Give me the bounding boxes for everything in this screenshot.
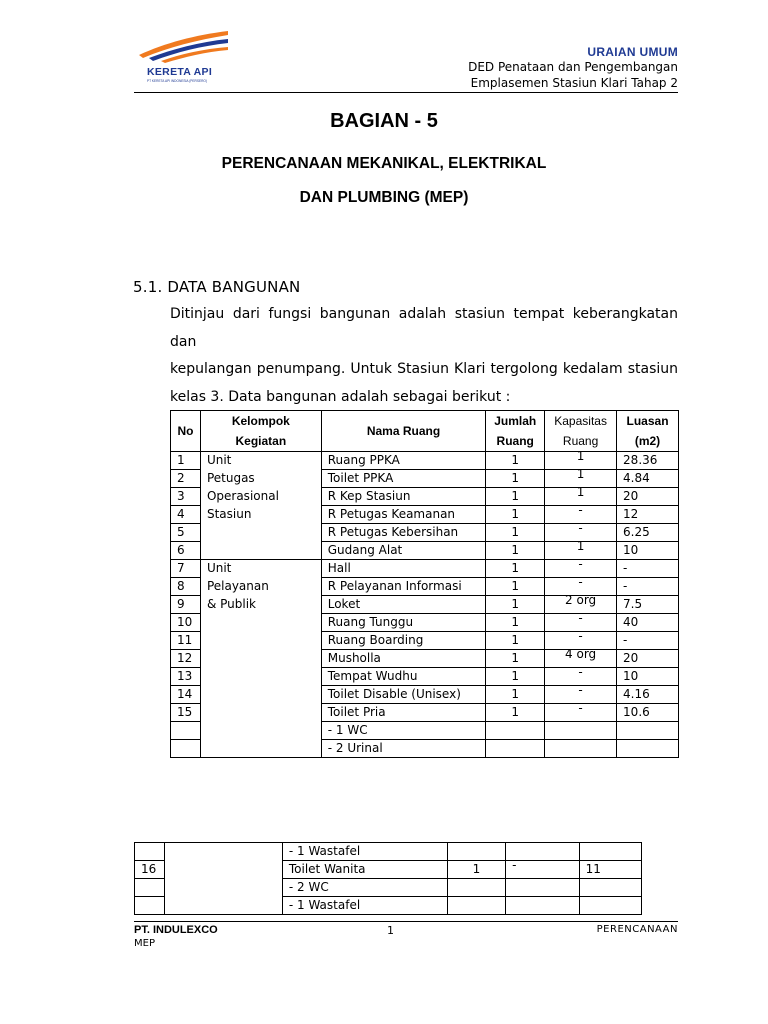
cell-no: 3 [171, 488, 201, 506]
cell-no [135, 879, 165, 897]
table-row [171, 650, 679, 668]
cell-kelompok [165, 879, 283, 897]
cell-no: 14 [171, 686, 201, 704]
cell-nama: R Pelayanan Informasi [321, 578, 486, 596]
cell-luasan: 12 [617, 506, 679, 524]
header-kelompok-line2: Kegiatan [235, 434, 287, 448]
cell-no [171, 740, 201, 758]
table-row [171, 560, 679, 578]
cell-no: 13 [171, 668, 201, 686]
cell-jumlah: 1 [486, 596, 545, 614]
cell-kelompok [200, 632, 321, 650]
cell-no: 16 [135, 861, 165, 879]
cell-kapasitas [506, 879, 579, 897]
cell-kapasitas [506, 897, 579, 915]
cell-nama: Tempat Wudhu [321, 668, 486, 686]
header-luasan-line1: Luasan [626, 414, 669, 428]
cell-nama: Toilet Pria [321, 704, 486, 722]
header-project-line1: DED Penataan dan Pengembangan [468, 60, 678, 74]
table-row [171, 542, 679, 560]
cell-kelompok [165, 843, 283, 861]
section-title: 5.1. DATA BANGUNAN [133, 278, 301, 296]
kapasitas-value: - [578, 611, 583, 625]
logo-text: KERETA API [147, 66, 213, 78]
cell-jumlah: 1 [486, 686, 545, 704]
cell-nama: - 1 WC [321, 722, 486, 740]
cell-nama: - 1 Wastafel [282, 843, 447, 861]
cell-no: 4 [171, 506, 201, 524]
cell-kelompok [200, 668, 321, 686]
cell-jumlah: 1 [486, 470, 545, 488]
kapasitas-value: - [578, 521, 583, 535]
header-kelompok-line1: Kelompok [231, 414, 290, 428]
cell-kapasitas [545, 722, 617, 740]
cell-no: 2 [171, 470, 201, 488]
cell-kapasitas [506, 858, 579, 879]
cell-luasan [617, 722, 679, 740]
table-row [135, 897, 642, 915]
cell-kelompok: Petugas [200, 470, 321, 488]
chapter-subtitle-line2: DAN PLUMBING (MEP) [299, 189, 469, 206]
table-row [171, 470, 679, 488]
header-title: URAIAN UMUM [587, 45, 678, 59]
cell-kelompok [200, 524, 321, 542]
kapasitas-value: - [578, 557, 583, 571]
cell-jumlah: 1 [486, 542, 545, 560]
cell-kelompok [200, 722, 321, 740]
cell-kelompok: & Publik [200, 596, 321, 614]
cell-jumlah: 1 [486, 668, 545, 686]
footer-company: PT. INDULEXCO [134, 924, 218, 936]
cell-kelompok [200, 542, 321, 560]
header-jumlah-line2: Ruang [496, 434, 534, 448]
header-luasan [617, 411, 679, 452]
cell-jumlah: 1 [486, 506, 545, 524]
cell-kelompok [200, 614, 321, 632]
cell-luasan [617, 740, 679, 758]
table-row [135, 843, 642, 861]
header-divider [134, 92, 678, 93]
chapter-subtitle-line1: PERENCANAAN MEKANIKAL, ELEKTRIKAL [221, 155, 547, 172]
kereta-api-logo [135, 25, 230, 87]
cell-luasan: 7.5 [617, 596, 679, 614]
cell-luasan: 11 [579, 861, 641, 879]
cell-jumlah: 1 [447, 861, 505, 879]
cell-jumlah [486, 722, 545, 740]
building-data-table [170, 410, 679, 758]
logo-subtext: PT KERETA API INDONESIA (PERSERO) [147, 79, 207, 83]
table-row [135, 861, 642, 879]
kapasitas-value: 4 org [565, 647, 597, 661]
cell-no: 12 [171, 650, 201, 668]
cell-no [135, 897, 165, 915]
cell-no: 15 [171, 704, 201, 722]
cell-kelompok [165, 861, 283, 879]
cell-kelompok [200, 704, 321, 722]
header-project-line2: Emplasemen Stasiun Klari Tahap 2 [470, 76, 678, 90]
paragraph-line: Ditinjau dari fungsi bangunan adalah stasiun tempat keberangkatan dan [170, 306, 678, 350]
kapasitas-value: - [578, 503, 583, 517]
page-number: 1 [387, 924, 394, 937]
cell-nama: Toilet Wanita [282, 861, 447, 879]
table-header-row [171, 411, 679, 452]
table-row [171, 452, 679, 470]
kapasitas-value: 2 org [565, 593, 597, 607]
footer-divider [134, 921, 678, 922]
header-jumlah [486, 411, 545, 452]
table-row [171, 506, 679, 524]
header-kapasitas-line1: Kapasitas [554, 414, 607, 428]
cell-kelompok: Unit [200, 452, 321, 470]
cell-nama: Hall [321, 560, 486, 578]
cell-jumlah: 1 [486, 488, 545, 506]
cell-no [171, 722, 201, 740]
kapasitas-value: - [512, 858, 517, 872]
cell-kelompok [165, 897, 283, 915]
cell-kelompok [200, 740, 321, 758]
table-row [171, 686, 679, 704]
table-row [171, 722, 679, 740]
cell-jumlah: 1 [486, 704, 545, 722]
footer-section-label: PERENCANAAN [596, 924, 678, 935]
table-row [171, 578, 679, 596]
cell-nama: Toilet PPKA [321, 470, 486, 488]
cell-luasan: 40 [617, 614, 679, 632]
kapasitas-value: - [578, 665, 583, 679]
cell-luasan: - [617, 632, 679, 650]
footer-company-sub: MEP [134, 938, 155, 949]
cell-luasan: 4.16 [617, 686, 679, 704]
cell-no: 5 [171, 524, 201, 542]
cell-kelompok: Pelayanan [200, 578, 321, 596]
cell-luasan: 28.36 [617, 452, 679, 470]
cell-nama: R Petugas Kebersihan [321, 524, 486, 542]
header-nama-ruang: Nama Ruang [321, 411, 486, 452]
table-row [171, 488, 679, 506]
table-row [171, 668, 679, 686]
cell-nama: - 1 Wastafel [282, 897, 447, 915]
kapasitas-value: 1 [576, 449, 585, 463]
cell-no: 8 [171, 578, 201, 596]
kapasitas-value: - [578, 683, 583, 697]
table-row [171, 614, 679, 632]
kapasitas-value: 1 [576, 485, 585, 499]
cell-luasan: - [617, 578, 679, 596]
cell-nama: R Kep Stasiun [321, 488, 486, 506]
cell-luasan: 20 [617, 488, 679, 506]
table-row [171, 740, 679, 758]
cell-kelompok: Operasional [200, 488, 321, 506]
cell-no: 1 [171, 452, 201, 470]
header-luasan-line2: (m2) [634, 434, 661, 448]
header-kelompok [200, 411, 321, 452]
cell-luasan: 20 [617, 650, 679, 668]
kapasitas-value: - [578, 701, 583, 715]
cell-nama: Ruang Boarding [321, 632, 486, 650]
paragraph-line: kelas 3. Data bangunan adalah sebagai berikut : [170, 388, 511, 405]
building-data-table-continued [134, 842, 642, 915]
cell-luasan: - [617, 560, 679, 578]
cell-kelompok [200, 686, 321, 704]
cell-luasan: 10 [617, 668, 679, 686]
cell-no: 10 [171, 614, 201, 632]
table-row [135, 879, 642, 897]
cell-nama: Toilet Disable (Unisex) [321, 686, 486, 704]
paragraph-line: kepulangan penumpang. Untuk Stasiun Klari tergolong kedalam stasiun [170, 361, 678, 377]
kapasitas-value: - [578, 629, 583, 643]
cell-no: 6 [171, 542, 201, 560]
cell-jumlah: 1 [486, 632, 545, 650]
cell-jumlah: 1 [486, 560, 545, 578]
header-kapasitas-line2: Ruang [562, 434, 599, 448]
cell-luasan: 10 [617, 542, 679, 560]
cell-jumlah: 1 [486, 578, 545, 596]
cell-luasan [579, 897, 641, 915]
table-row [171, 524, 679, 542]
cell-jumlah [447, 843, 505, 861]
cell-jumlah: 1 [486, 650, 545, 668]
cell-no: 9 [171, 596, 201, 614]
cell-jumlah: 1 [486, 614, 545, 632]
cell-luasan: 4.84 [617, 470, 679, 488]
cell-nama: Musholla [321, 650, 486, 668]
table-row [171, 632, 679, 650]
cell-jumlah [486, 740, 545, 758]
cell-jumlah: 1 [486, 452, 545, 470]
cell-kelompok: Unit [200, 560, 321, 578]
kapasitas-value: 1 [576, 467, 585, 481]
cell-jumlah: 1 [486, 524, 545, 542]
cell-no [135, 843, 165, 861]
cell-kapasitas [545, 740, 617, 758]
header-kapasitas [545, 411, 617, 452]
cell-nama: Ruang PPKA [321, 452, 486, 470]
kapasitas-value: - [578, 575, 583, 589]
cell-nama: Ruang Tunggu [321, 614, 486, 632]
chapter-title: BAGIAN - 5 [330, 110, 438, 132]
cell-nama: R Petugas Keamanan [321, 506, 486, 524]
header-jumlah-line1: Jumlah [494, 414, 537, 428]
cell-nama: Loket [321, 596, 486, 614]
cell-no: 7 [171, 560, 201, 578]
cell-kelompok [200, 650, 321, 668]
cell-luasan: 6.25 [617, 524, 679, 542]
section-paragraph [170, 301, 678, 411]
cell-nama: - 2 Urinal [321, 740, 486, 758]
cell-jumlah [447, 897, 505, 915]
cell-no: 11 [171, 632, 201, 650]
cell-nama: - 2 WC [282, 879, 447, 897]
cell-luasan [579, 879, 641, 897]
cell-jumlah [447, 879, 505, 897]
cell-nama: Gudang Alat [321, 542, 486, 560]
table-row [171, 596, 679, 614]
cell-kapasitas [545, 701, 617, 722]
cell-luasan [579, 843, 641, 861]
cell-luasan: 10.6 [617, 704, 679, 722]
header-no: No [171, 411, 201, 452]
cell-kelompok: Stasiun [200, 506, 321, 524]
table-row [171, 704, 679, 722]
kapasitas-value: 1 [576, 539, 585, 553]
